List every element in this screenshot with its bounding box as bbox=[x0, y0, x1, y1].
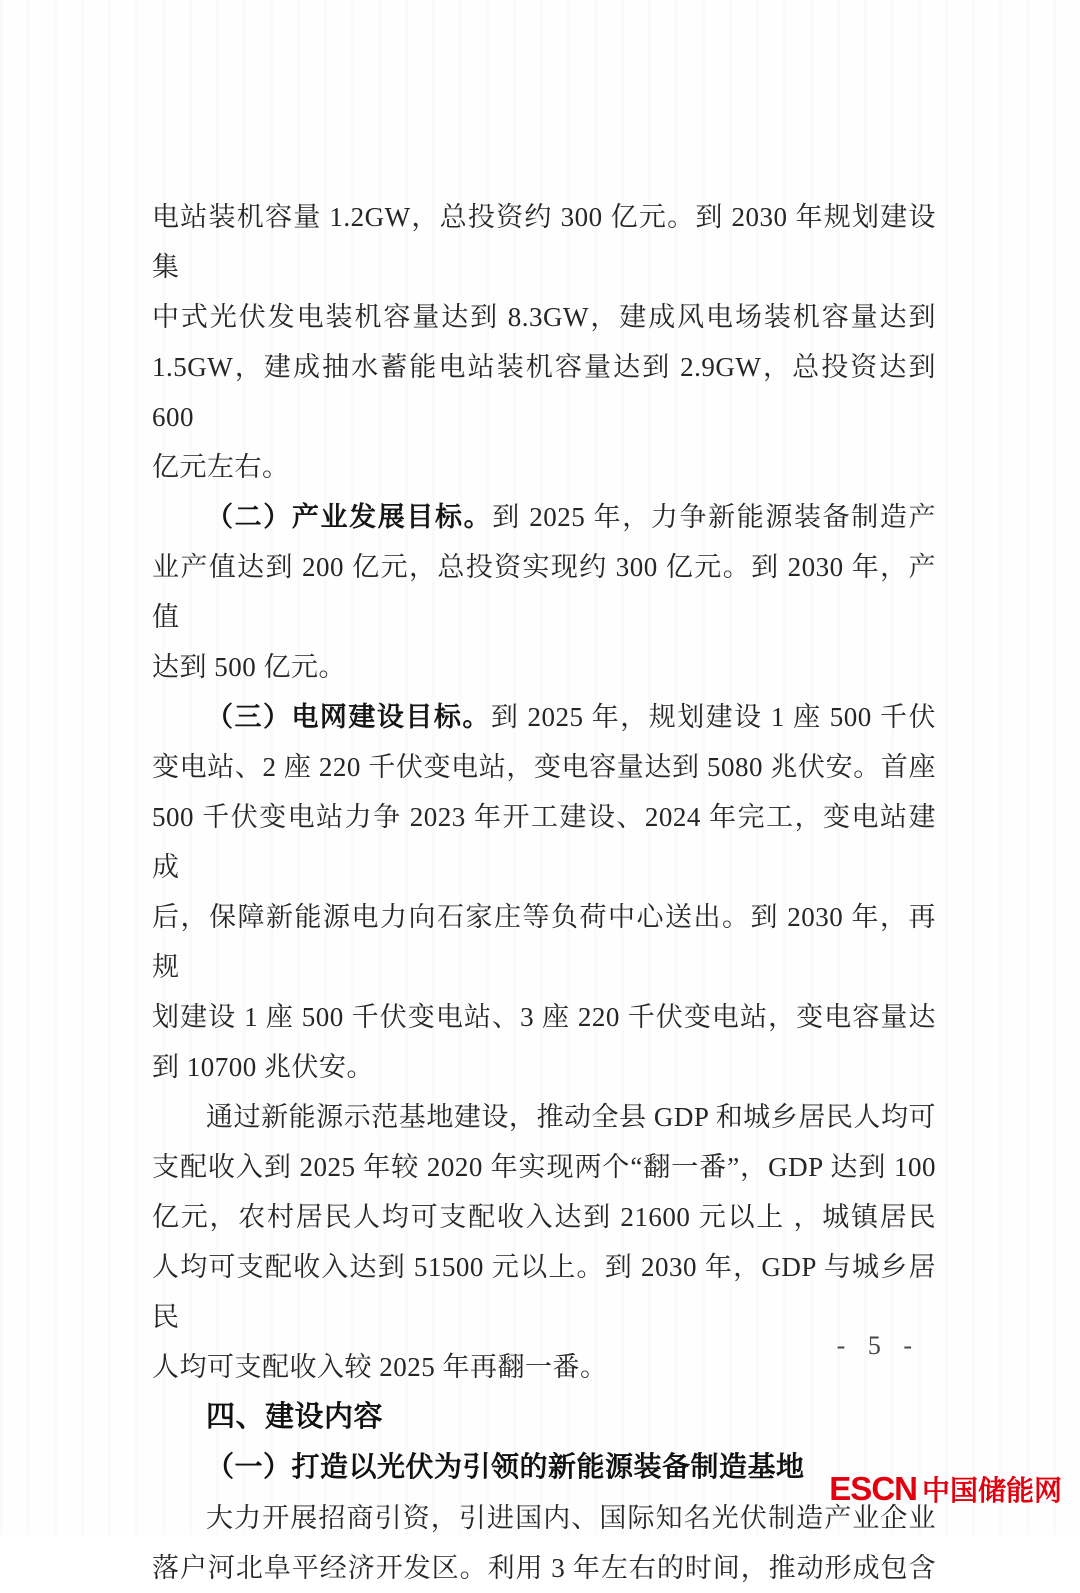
text-line bbox=[152, 892, 936, 992]
body-text: 电站装机容量 1.2GW，总投资约 300 亿元。到 2030 年规划建设集 bbox=[152, 202, 936, 282]
text-line bbox=[152, 1092, 936, 1142]
text-line bbox=[152, 1142, 936, 1192]
paragraph bbox=[152, 192, 944, 492]
body-text: 达到 500 亿元。 bbox=[152, 652, 346, 682]
body-text: 亿元，农村居民人均可支配收入达到 21600 元以上 ，城镇居民 bbox=[152, 1202, 936, 1232]
body-text: 到 2025 年，规划建设 1 座 500 千伏 bbox=[490, 702, 937, 732]
body-text: 划建设 1 座 500 千伏变电站、3 座 220 千伏变电站，变电容量达 bbox=[152, 1002, 936, 1032]
text-line bbox=[152, 1493, 936, 1543]
body-text: 支配收入到 2025 年较 2020 年实现两个“翻一番”，GDP 达到 100 bbox=[152, 1152, 936, 1182]
body-text: 1.5GW，建成抽水蓄能电站装机容量达到 2.9GW，总投资达到 600 bbox=[152, 352, 944, 432]
page-number: - 5 - bbox=[836, 1331, 920, 1360]
body-text: 人均可支配收入达到 51500 元以上。到 2030 年，GDP 与城乡居民 bbox=[152, 1252, 936, 1332]
text-line bbox=[152, 1442, 936, 1493]
body-text: 通过新能源示范基地建设，推动全县 GDP 和城乡居民人均可 bbox=[206, 1102, 936, 1132]
text-line bbox=[152, 742, 936, 792]
text-line bbox=[152, 342, 944, 442]
text-line bbox=[152, 292, 936, 342]
body-text: 500 千伏变电站力争 2023 年开工建设、2024 年完工，变电站建成 bbox=[152, 802, 936, 882]
body-text: 到 10700 兆伏安。 bbox=[152, 1052, 374, 1082]
text-line bbox=[152, 992, 936, 1042]
text-line bbox=[152, 542, 936, 642]
text-line bbox=[152, 1543, 936, 1593]
watermark-cjk-text: 中国储能网 bbox=[921, 1475, 1062, 1506]
bold-text: 四、建设内容 bbox=[206, 1401, 384, 1433]
text-line bbox=[152, 1192, 936, 1242]
paragraph bbox=[152, 1092, 936, 1392]
document-body bbox=[152, 192, 944, 1593]
section-heading bbox=[152, 1392, 936, 1442]
text-line bbox=[152, 1392, 936, 1442]
body-text: 后，保障新能源电力向石家庄等负荷中心送出。到 2030 年，再规 bbox=[152, 902, 936, 982]
body-text: 大力开展招商引资，引进国内、国际知名光伏制造产业企业 bbox=[206, 1503, 936, 1533]
text-line bbox=[152, 492, 936, 542]
section-heading bbox=[152, 1442, 936, 1493]
body-text: 变电站、2 座 220 千伏变电站，变电容量达到 5080 兆伏安。首座 bbox=[152, 752, 936, 782]
body-text: 落户河北阜平经济开发区。利用 3 年左右的时间，推动形成包含 bbox=[152, 1553, 936, 1583]
body-text: 中式光伏发电装机容量达到 8.3GW，建成风电场装机容量达到 bbox=[152, 302, 936, 332]
body-text: 人均可支配收入较 2025 年再翻一番。 bbox=[152, 1352, 608, 1382]
paragraph bbox=[152, 492, 936, 692]
body-text: 亿元左右。 bbox=[152, 452, 290, 482]
escn-watermark-logo bbox=[829, 1469, 1062, 1509]
text-line bbox=[152, 1042, 936, 1092]
text-line bbox=[152, 692, 936, 742]
watermark-latin-text: ESCN bbox=[829, 1470, 917, 1507]
paragraph bbox=[152, 1493, 936, 1593]
text-line bbox=[152, 192, 936, 292]
paragraph bbox=[152, 692, 936, 1092]
body-text: 业产值达到 200 亿元，总投资实现约 300 亿元。到 2030 年，产值 bbox=[152, 552, 936, 632]
text-line bbox=[152, 1342, 936, 1392]
text-line bbox=[152, 642, 936, 692]
text-line bbox=[152, 792, 936, 892]
body-text: 到 2025 年，力争新能源装备制造产 bbox=[492, 502, 936, 532]
text-line bbox=[152, 442, 936, 492]
bold-text: （三）电网建设目标。 bbox=[206, 702, 491, 732]
bold-text: （二）产业发展目标。 bbox=[206, 502, 493, 532]
text-line bbox=[152, 1242, 936, 1342]
bold-text: （一）打造以光伏为引领的新能源装备制造基地 bbox=[206, 1452, 805, 1483]
